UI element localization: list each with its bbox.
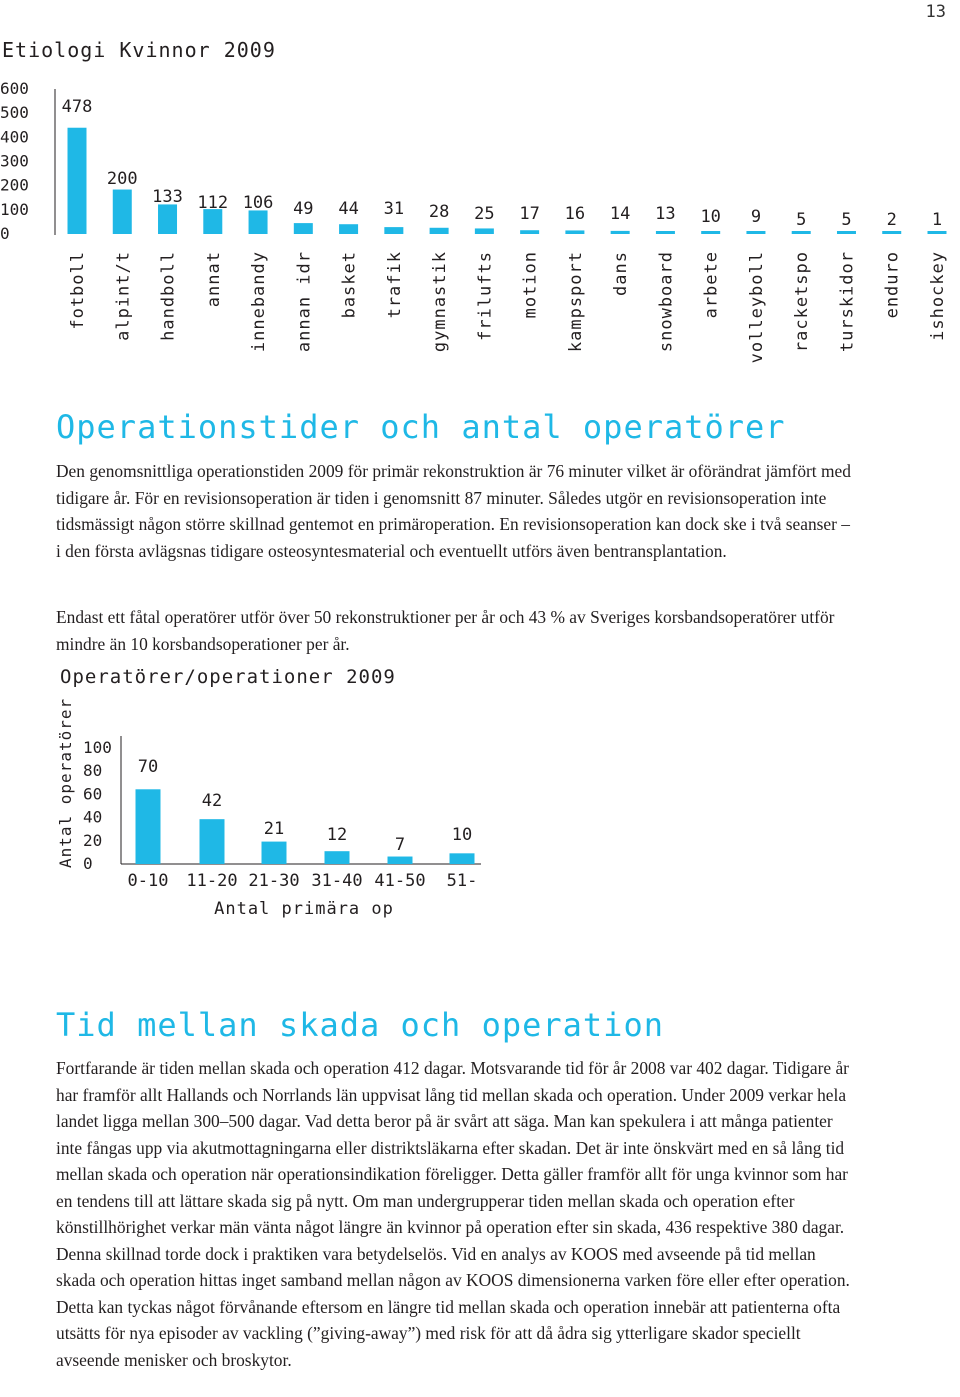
etiology-category-label: annat — [203, 251, 224, 308]
etiology-category-label: alpint/t — [113, 251, 134, 341]
etiology-category-label: fotboll — [68, 251, 88, 330]
operators-category-label: 51- — [446, 871, 478, 891]
etiology-bar — [158, 204, 177, 234]
etiology-value-label: 14 — [609, 204, 631, 224]
operators-bar — [450, 853, 475, 864]
operators-value-label: 12 — [326, 825, 348, 845]
etiology-bar — [249, 210, 268, 234]
operators-value-label: 42 — [201, 791, 223, 811]
etiology-y-tick: 0 — [0, 224, 10, 243]
operators-chart-title: Operatörer/operationer 2009 — [60, 666, 396, 688]
etiology-y-tick: 600 — [0, 79, 29, 98]
etiology-category-label: gymnastik — [430, 251, 451, 353]
etiology-bar — [611, 231, 630, 234]
etiology-category-label: motion — [520, 251, 541, 319]
time-heading: Tid mellan skada och operation — [56, 1006, 664, 1044]
etiology-category-label: dans — [611, 251, 632, 296]
etiology-category-label: turskidor — [837, 251, 858, 353]
operators-value-label: 10 — [451, 825, 473, 845]
etiology-bar — [882, 231, 901, 234]
operators-y-axis-label: Antal operatörer — [56, 697, 75, 868]
page-number: 13 — [925, 2, 946, 22]
etiology-category-label: annan idr — [294, 251, 315, 353]
etiology-category-label: snowboard — [656, 251, 677, 353]
etiology-value-label: 133 — [152, 187, 183, 207]
operators-bar — [136, 789, 161, 864]
operators-category-label: 41-50 — [374, 871, 426, 891]
etiology-value-label: 112 — [197, 193, 229, 213]
etiology-category-labels — [68, 251, 948, 363]
etiology-y-tick: 100 — [0, 199, 29, 219]
etiology-y-axis — [0, 79, 29, 243]
operators-category-labels — [128, 871, 478, 891]
operators-y-axis — [83, 738, 112, 873]
etiology-category-label: enduro — [882, 251, 903, 319]
etiology-value-labels — [62, 97, 942, 230]
operators-y-tick: 100 — [83, 738, 112, 757]
etiology-bar — [701, 231, 720, 234]
operators-value-label: 7 — [394, 835, 406, 855]
etiology-bar — [928, 231, 947, 234]
etiology-y-tick: 400 — [0, 127, 29, 147]
etiology-chart-title: Etiologi Kvinnor 2009 — [2, 38, 276, 62]
etiology-value-label: 9 — [750, 207, 762, 227]
operators-category-label: 11-20 — [186, 871, 238, 891]
operators-bars — [136, 789, 475, 864]
etiology-bar — [837, 231, 856, 234]
operators-bar — [200, 819, 225, 864]
etiology-value-label: 2 — [886, 210, 897, 230]
etiology-y-tick: 200 — [0, 175, 29, 195]
etiology-bar — [656, 231, 675, 234]
etiology-value-label: 106 — [242, 193, 274, 213]
operators-paragraph-1: Den genomsnittliga operationstiden 2009 för primär rekonstruktion är 76 minuter vilket är oförändrat jämfört med tidigare år. För en revisionsoperation är tiden i genomsnitt 87 minuter. Således utgör en revisionsoperation inte tidsmässigt någon större skillnad gentemot en primäroperation. En revisionsoperation kan dock ske i två seanser – i den första avlägsnas tidigare osteosyntesmaterial och eventuellt utförs även bentransplantation. — [56, 461, 851, 561]
etiology-bar — [520, 230, 539, 234]
etiology-category-label: basket — [339, 251, 360, 319]
etiology-bar — [339, 224, 358, 234]
etiology-category-label: trafik — [384, 251, 405, 319]
operators-y-tick: 20 — [83, 830, 103, 850]
etiology-bar — [475, 228, 494, 234]
etiology-value-label: 10 — [700, 207, 721, 227]
etiology-category-label: handboll — [158, 251, 179, 341]
etiology-category-label: innebandy — [249, 251, 270, 353]
etiology-value-label: 5 — [796, 210, 807, 230]
etiology-category-label: racketspo — [792, 251, 813, 353]
operators-y-tick: 80 — [83, 761, 103, 781]
operators-value-label: 70 — [137, 757, 159, 777]
operators-y-tick: 0 — [83, 854, 93, 873]
etiology-value-label: 31 — [383, 199, 405, 219]
operators-x-axis-label: Antal primära op — [214, 899, 394, 919]
etiology-y-tick: 500 — [0, 103, 29, 123]
etiology-value-label: 1 — [931, 210, 943, 230]
etiology-bar — [68, 128, 87, 234]
etiology-bar — [792, 231, 811, 234]
operators-category-label: 0-10 — [127, 871, 169, 891]
etiology-value-label: 25 — [474, 204, 495, 224]
etiology-bar-chart — [0, 75, 960, 435]
etiology-y-tick: 300 — [0, 151, 29, 171]
operators-y-tick: 40 — [83, 807, 103, 827]
etiology-bar — [430, 228, 449, 234]
etiology-category-label: frilufts — [475, 251, 496, 341]
etiology-category-label: arbete — [701, 251, 722, 319]
etiology-value-label: 5 — [841, 210, 852, 230]
operators-value-labels — [138, 757, 472, 855]
operators-value-label: 21 — [263, 819, 285, 839]
etiology-value-label: 28 — [428, 202, 450, 222]
operators-category-label: 31-40 — [311, 871, 363, 891]
operators-y-tick: 60 — [83, 784, 103, 804]
etiology-value-label: 200 — [106, 169, 138, 189]
operators-heading: Operationstider och antal operatörer — [56, 408, 786, 446]
etiology-value-label: 44 — [338, 199, 359, 219]
etiology-bars — [68, 128, 947, 234]
etiology-value-label: 17 — [519, 204, 540, 224]
operators-category-label: 21-30 — [248, 871, 300, 891]
etiology-value-label: 49 — [293, 199, 314, 219]
etiology-bar — [384, 227, 403, 234]
operators-bar-chart — [0, 690, 960, 940]
operators-paragraph-2: Endast ett fåtal operatörer utför över 50 rekonstruktioner per år och 43 % av Sveriges korsbandsoperatörer utför mindre än 10 korsbandsoperationer per år. — [56, 607, 835, 654]
etiology-value-label: 16 — [564, 204, 586, 224]
etiology-category-label: kampsport — [565, 251, 586, 353]
etiology-bar — [565, 230, 584, 234]
etiology-value-label: 13 — [655, 204, 676, 224]
operators-bar — [325, 851, 350, 864]
etiology-category-label: volleyboll — [746, 251, 767, 364]
operators-bar — [262, 842, 287, 864]
etiology-value-label: 478 — [61, 97, 93, 117]
etiology-category-label: ishockey — [928, 251, 948, 341]
operators-bar — [388, 857, 413, 864]
time-paragraph: Fortfarande är tiden mellan skada och operation 412 dagar. Motsvarande tid för år 2008 var 402 dagar. Tidigare år har framför allt Hallands och Norrlands län uppvisat lång tid mellan skada och operation. Under 2009 verkar hela landet ligga mellan 300–500 dagar. Vad detta beror på är svårt att säga. Man kan spekulera i att många patienter inte fångas upp via akutmottagningarna eller distriktsläkarna efter skadan. Det är inte önskvärt med en så lång tid mellan skada och operation när operationsindikation föreligger. Detta gäller framför allt för unga kvinnor som har en tendens till att lättare skada sig på nytt. Om man undergrupperar tiden mellan skada och operation efter könstillhörighet verkar män vänta något längre än kvinnor på operation efter sin skada, 436 respektive 380 dagar. Denna skillnad torde dock i praktiken vara betydelselös. Vid en analys av KOOS med avseende på tid mellan skada och operation hittas inget samband mellan någon av KOOS dimensionerna varken före eller efter operation. Detta kan tyckas något förvånande eftersom en längre tid mellan skada och operation innebär att patienterna ofta utsätts för nya episoder av vackling (”giving-away”) med risk för att då ådra sig ytterligare skador speciellt avseende menisker och broskytor. — [56, 1058, 850, 1370]
etiology-bar — [113, 190, 132, 234]
etiology-bar — [294, 223, 313, 234]
etiology-bar — [746, 231, 765, 234]
